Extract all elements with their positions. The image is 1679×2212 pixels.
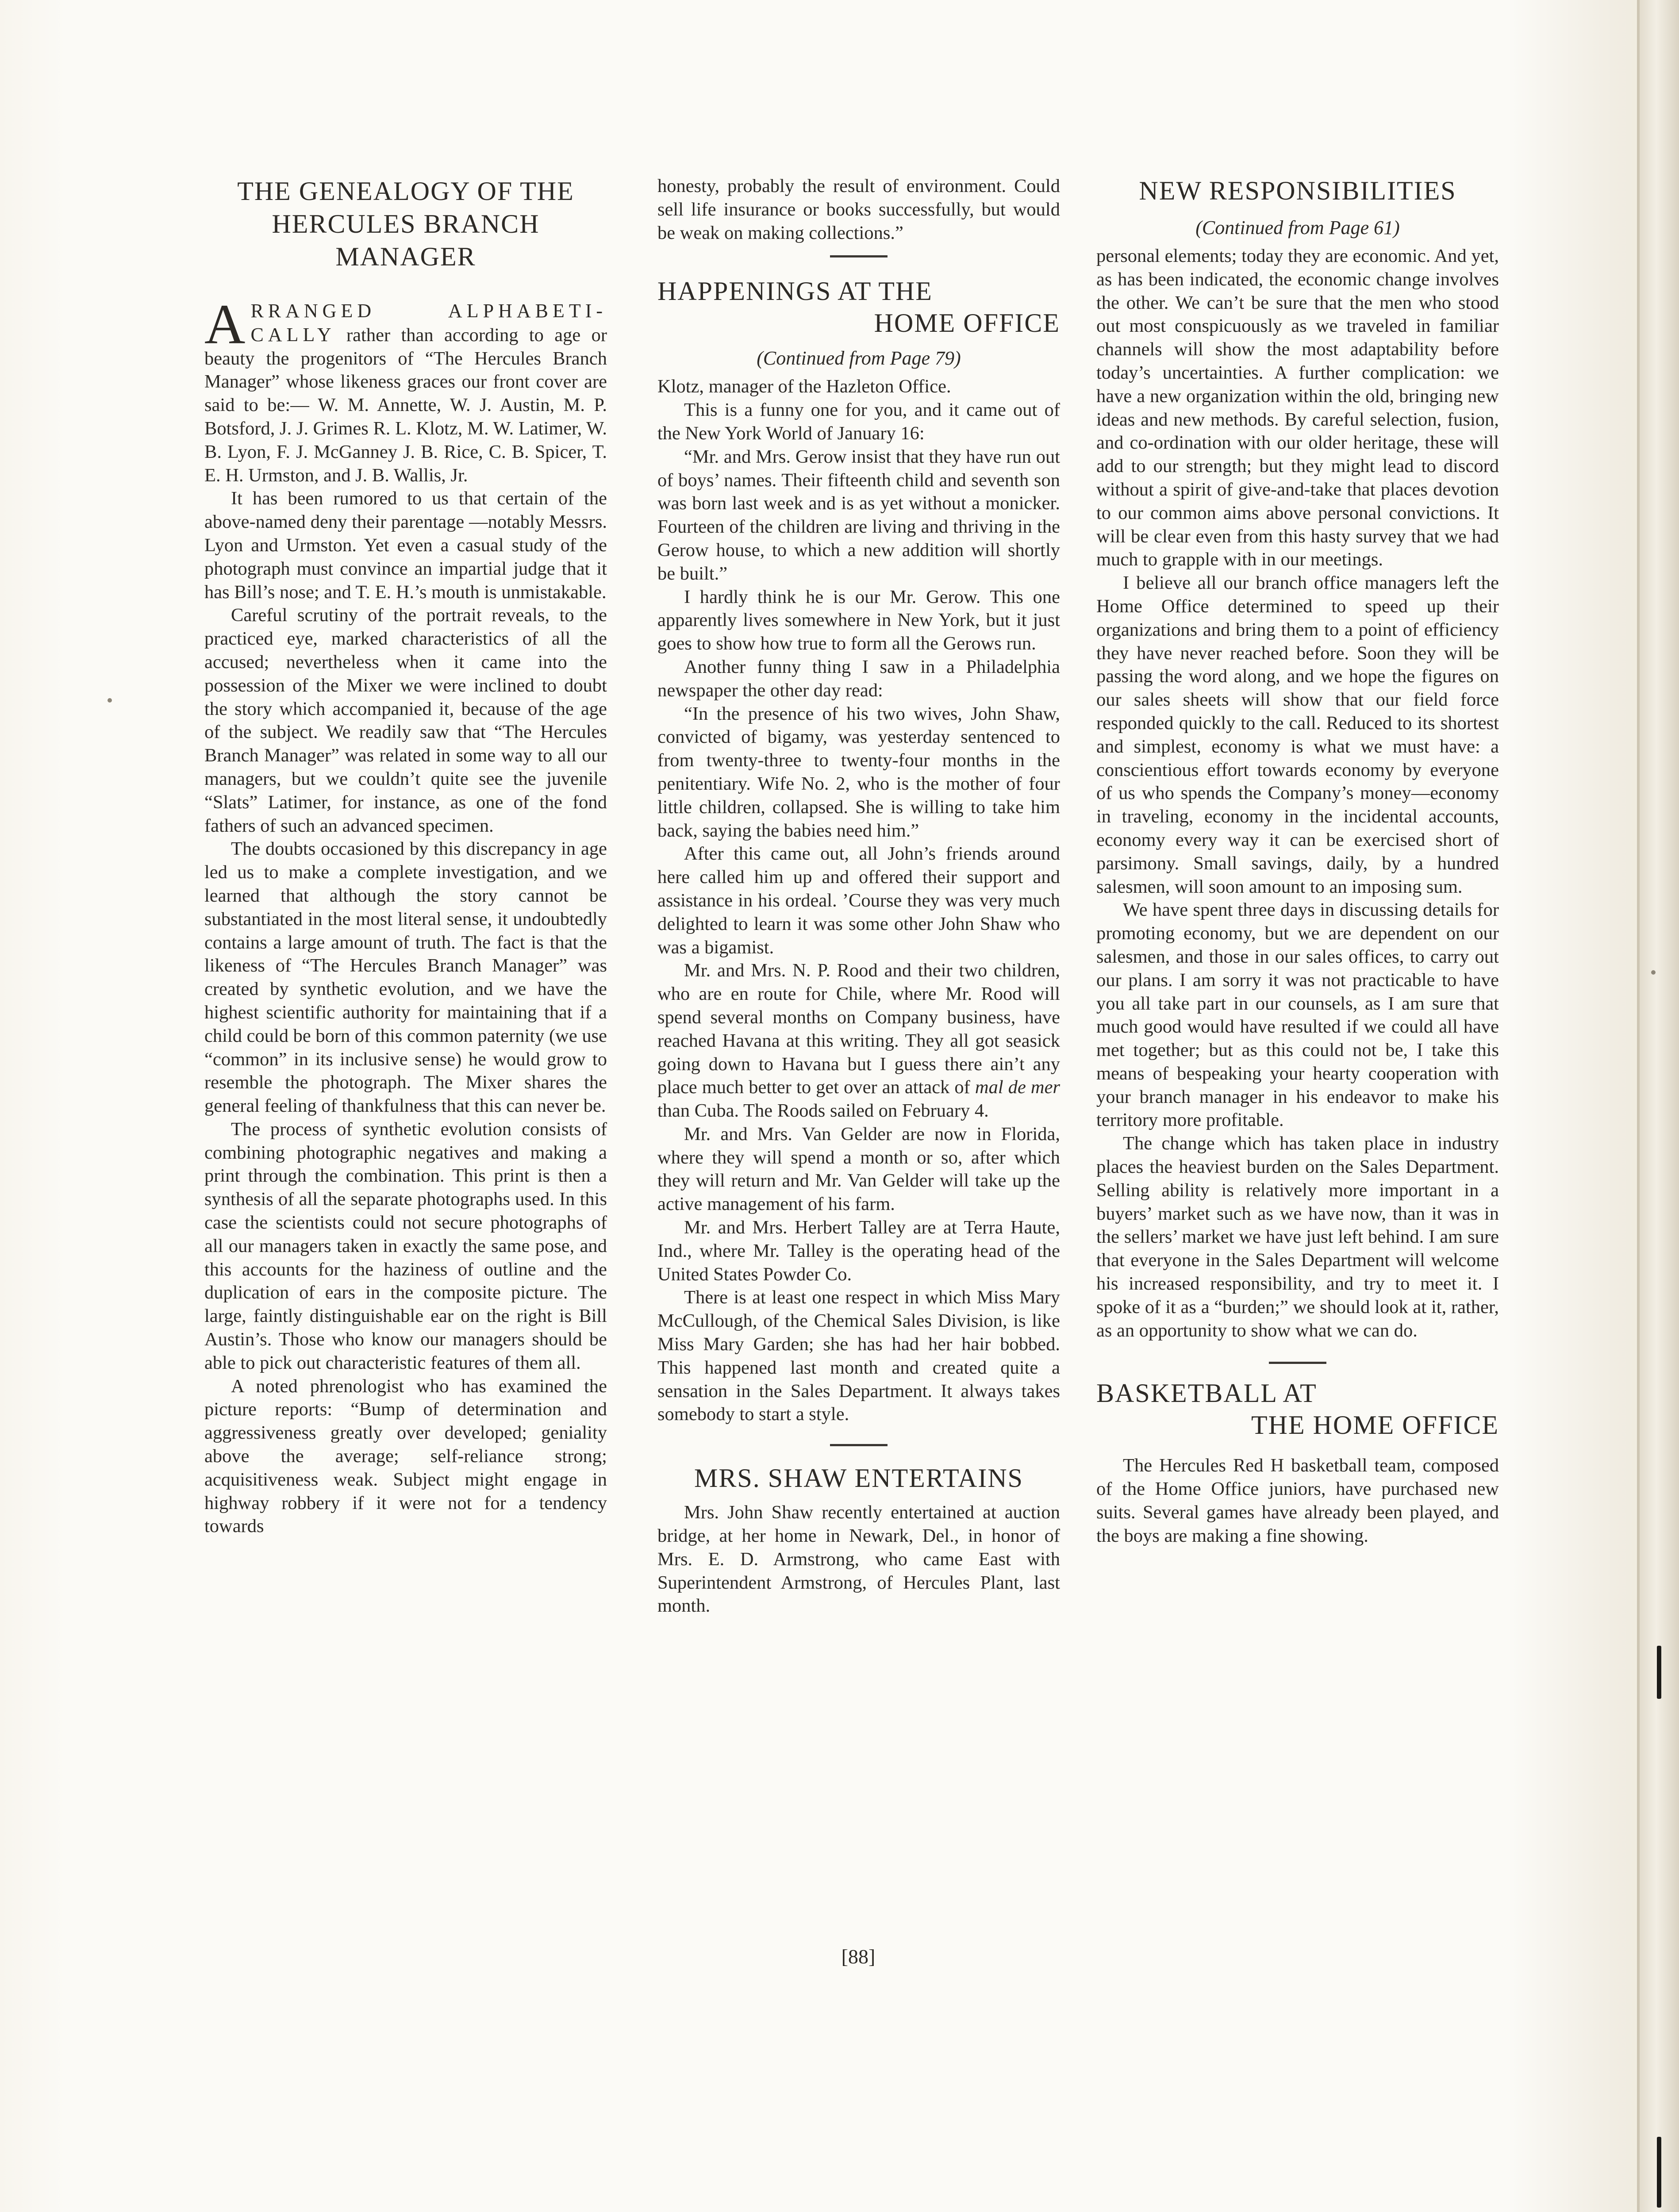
binding-edge [1637,0,1679,2212]
drop-cap: A [204,293,246,356]
article-title-happenings-line1: HAPPENINGS AT THE [657,276,933,306]
article-paragraph [657,959,1060,1123]
article-paragraph: Mr. and Mrs. Herbert Talley are at Terra Haute, Ind., where Mr. Talley is the operating head of the United States Powder Co. [657,1217,1060,1285]
article-paragraph: “In the presence of his two wives, John Shaw, convicted of bigamy, was yesterday sentenced to from twenty-three to twenty-four months in the penitentiary. Wife No. 2, who is the mother of four little children, collapsed. She is willing to take him back, saying the babies need him.” [657,703,1060,841]
lead-caps: RRANGED ALPHABETI-CALLY [250,300,607,346]
paragraph-text: than Cuba. The Roods sailed on February 4. [657,1100,989,1121]
section-divider [1269,1362,1326,1364]
article-paragraph: It has been rumored to us that certain of the above-named deny their parentage —notably Messrs. Lyon and Urmston. Yet even a casual study of the photograph must convince an impartial judge that it has Bill’s nose; and T. E. H.’s mouth is unmistakable. [204,488,607,603]
article-paragraph: The change which has taken place in industry places the heaviest burden on the Sales Department. Selling ability is relatively more important in a buyers’ market such as we have now, than it was in the sellers’ market we have just left behind. I am sure that everyone in the Sales Department will welcome his increased responsibility, and try to meet it. I spoke of it as a “burden;” we should look at it, rather, as an opportunity to show what we can do. [1096,1133,1499,1341]
article-paragraph: personal elements; today they are economic. And yet, as has been indicated, the economic change involves the other. We can’t be sure that the men who stood out most conspicuously as we traveled in familiar channels will show the most adaptability before today’s uncertainties. A further complication: we have a new organization within the old, bringing new ideas and new methods. By careful selection, fusion, and co-ordination with our older heritage, these will add to our strength; but they might lead to discord without a spirit of give-and-take that places devotion to our common aims above personal convictions. It will be clear even from this hasty survey that we had much to grapple with in our meetings. [1096,246,1499,570]
article-paragraph: Klotz, manager of the Hazleton Office. [657,376,951,397]
binding-clip [1657,2137,1661,2208]
article-title-mrs-shaw: MRS. SHAW ENTERTAINS [694,1463,1024,1493]
article-paragraph: I believe all our branch office managers left the Home Office determined to speed up their organizations and bring them to a point of efficiency they have never reached before. Soon they will be passing the word along, and we hope the figures on our sales sheets will show that our field force responded quickly to the call. Reduced to its shortest and simplest, economy is what we must have: a conscientious effort towards economy by everyone of us who spends the Company’s money—economy in traveling, economy in the incidental accounts, economy every way it can be exercised short of parsimony. Small savings, daily, by a hundred salesmen, will soon amount to an imposing sum. [1096,572,1499,897]
article-paragraph: Careful scrutiny of the portrait reveals, to the practiced eye, marked characteristics of all the accused; nevertheless when it came into the possession of the Mixer we were inclined to doubt the story which accompanied it, because of the age of the subject. We readily saw that “The Hercules Branch Manager” was related in some way to all our managers, but we couldn’t quite see the juvenile “Slats” Latimer, for instance, as one of the fond fathers of such an advanced specimen. [204,605,607,836]
paragraph-text: rather than according to age or beauty the progenitors of “The Hercules Branch Manager” whose likeness graces our front cover are said to be:— W. M. Annette, W. J. Austin, M. P. Botsford, J. J. Grimes R. L. Klotz, M. W. Latimer, W. B. Lyon, F. J. McGanney J. B. Rice, C. B. Spicer, T. E. H. Urmston, and J. B. Wallis, Jr. [204,324,607,486]
continued-note: (Continued from Page 79) [757,347,961,369]
article-paragraph: The doubts occasioned by this discrepancy in age led us to make a complete investigation, and we learned that although the story cannot be substantiated in the most literal sense, it undoubtedly contains a large amount of truth. The fact is that the likeness of “The Hercules Branch Manager” was created by synthetic evolution, and we have the highest scientific authority for maintaining that if a child could be born of this common paternity (we use “common” in its inclusive sense) he would grow to resemble the photograph. The Mixer shares the general feeling of thankfulness that this can never be. [204,838,607,1117]
article-paragraph: Mrs. John Shaw recently entertained at auction bridge, at her home in Newark, Del., in honor of Mrs. E. D. Armstrong, who came East with Superintendent Armstrong, of Hercules Plant, last month. [657,1502,1060,1617]
paper-speck [108,698,112,703]
article-title-basketball-line2: THE HOME OFFICE [1251,1410,1499,1440]
article-title-genealogy: THE GENEALOGY OF THE HERCULES BRANCH MANAGER [237,177,574,271]
article-paragraph: We have spent three days in discussing details for promoting economy, but we are dependent on our salesmen, and those in our sales offices, to carry out our plans. I am sorry it was not practicable to have you all take part in our counsels, as I am sure that much good would have resulted if we could all have met together; but as this could not be, I take this means of bespeaking your hearty cooperation with your branch manager in his endeavor to make his territory more profitable. [1096,899,1499,1131]
column-right [1096,175,1499,1548]
article-title-basketball-line1: BASKETBALL AT [1096,1379,1317,1408]
column-middle [657,175,1060,1618]
section-divider [830,255,888,257]
article-paragraph: There is at least one respect in which Miss Mary McCullough, of the Chemical Sales Division, is like Miss Mary Garden; she has had her hair bobbed. This happened last month and created quite a sensation in the Sales Department. It always takes somebody to start a style. [657,1287,1060,1425]
section-divider [830,1444,888,1446]
article-paragraph: Another funny thing I saw in a Philadelphia newspaper the other day read: [657,656,1060,701]
article-title-happenings-line2: HOME OFFICE [874,308,1060,338]
page-number: [88] [841,1945,876,1968]
paper-speck [1651,970,1656,975]
article-paragraph: After this came out, all John’s friends around here called him up and offered their support and assistance in his ordeal. ’Course they was very much delighted to learn it was some other John Shaw who was a bigamist. [657,843,1060,958]
article-paragraph: “Mr. and Mrs. Gerow insist that they have run out of boys’ names. Their fifteenth child and seventh son was born last week and is as yet without a monicker. Fourteen of the children are living and thriving in the Gerow house, to which a new addition will shortly be built.” [657,446,1060,584]
article-paragraph: The process of synthetic evolution consists of combining photographic negatives and making a print through the combination. This print is then a synthesis of all the separate photographs used. In this case the scientists could not secure photographs of all our managers taken in exactly the same pose, and this accounts for the haziness of outline and the duplication of ears in the composite picture. The large, faintly distinguishable ear on the right is Bill Austin’s. Those who know our managers should be able to pick out characteristic features of them all. [204,1118,607,1373]
article-paragraph: I hardly think he is our Mr. Gerow. This one apparently lives somewhere in New York, but it just goes to show how true to form all the Gerows run. [657,586,1060,654]
continued-note: (Continued from Page 61) [1195,217,1400,238]
article-paragraph [204,293,607,487]
article-title-responsibilities: NEW RESPONSIBILITIES [1139,176,1456,205]
paragraph-text: Mr. and Mrs. N. P. Rood and their two children, who are en route for Chile, where Mr. Rood will spend several months on Company business, have reached Havana at this writing. They all got seasick going down to Havana but I guess there ain’t any place much better to get over an attack of [657,960,1060,1098]
column-left [204,175,607,1538]
article-paragraph-continued: honesty, probably the result of environment. Could sell life insurance or books successfully, but would be weak on making collections.” [657,176,1060,243]
article-paragraph: Mr. and Mrs. Van Gelder are now in Florida, where they will spend a month or so, after which they will return and Mr. Van Gelder will take up the active management of his farm. [657,1123,1060,1215]
article-paragraph: A noted phrenologist who has examined the picture reports: “Bump of determination and aggressiveness greatly over developed; geniality above the average; self-reliance strong; acquisitiveness weak. Subject might engage in highway robbery if it were not for a tendency towards [204,1375,607,1537]
binding-clip [1657,1646,1661,1699]
article-paragraph: This is a funny one for you, and it came out of the New York World of January 16: [657,399,1060,444]
italic-phrase: mal de mer [975,1077,1060,1098]
article-paragraph: The Hercules Red H basketball team, composed of the Home Office juniors, have purchased new suits. Several games have already been played, and the boys are making a fine showing. [1096,1455,1499,1546]
